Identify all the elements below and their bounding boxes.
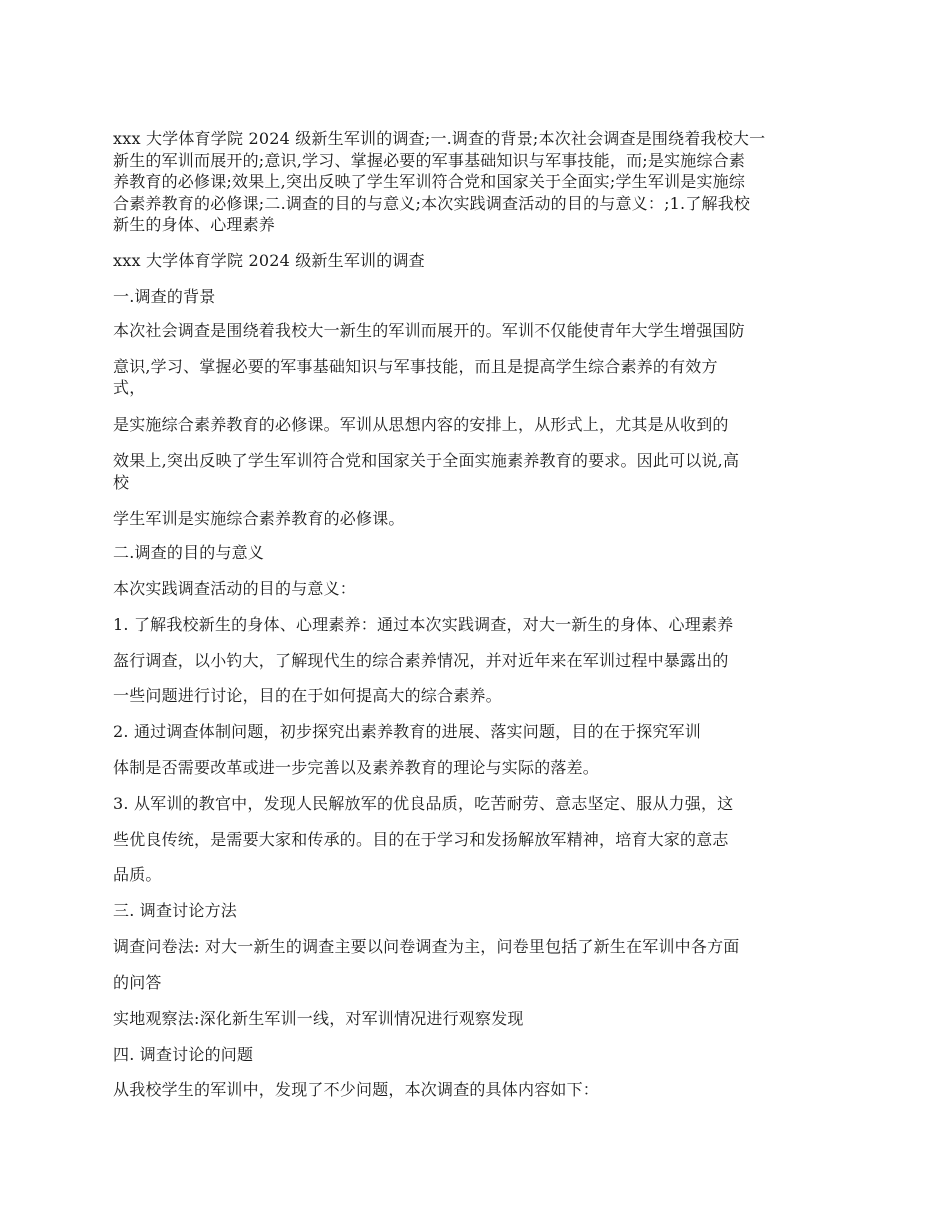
- text-line: 调查问卷法: 对大一新生的调查主要以问卷调查为主，问卷里包括了新生在军训中各方面: [113, 937, 740, 956]
- summary-line: 新生的身体、心理素养: [113, 215, 276, 234]
- section-heading: 一.调查的背景: [113, 287, 216, 306]
- text-line: 实地观察法:深化新生军训一线，对军训情况进行观察发现: [113, 1009, 524, 1028]
- summary-line: 新生的军训而展开的;意识,学习、掌握必要的军事基础知识与军事技能，而;是实施综合素: [113, 150, 746, 170]
- section-heading: 二.调查的目的与意义: [113, 543, 265, 562]
- text-line: 的问答: [113, 973, 162, 992]
- text-line: 式，: [113, 378, 146, 397]
- document-title: xxx 大学体育学院 2024 级新生军训的调查: [113, 251, 425, 270]
- summary-line: 合素养教育的必修课;二.调查的目的与意义;本次实践调查活动的目的与意义：;1.了解我校: [113, 193, 751, 213]
- text-line: 一些问题进行讨论，目的在于如何提高大的综合素养。: [113, 686, 502, 705]
- text-line: 体制是否需要改革或进一步完善以及素养教育的理论与实际的落差。: [113, 758, 600, 777]
- summary-line: xxx 大学体育学院 2024 级新生军训的调查;一.调查的背景;本次社会调查是围绕着我校大一: [113, 129, 766, 148]
- list-item: 2. 通过调查体制问题，初步探究出素养教育的进展、落实问题，目的在于探究军训: [113, 722, 701, 741]
- text-line: 校: [113, 473, 130, 492]
- text-line: 意识,学习、掌握必要的军事基础知识与军事技能，而且是提高学生综合素养的有效方: [113, 357, 718, 376]
- text-line: 是实施综合素养教育的必修课。军训从思想内容的安排上，从形式上，尤其是从收到的: [113, 415, 729, 434]
- text-line: 效果上,突出反映了学生军训符合党和国家关于全面实施素养教育的要求。因此可以说,高: [113, 451, 740, 470]
- text-line: 本次实践调查活动的目的与意义：: [113, 579, 357, 598]
- summary-line: 养教育的必修课;效果上,突出反映了学生军训符合党和国家关于全面实;学生军训是实施综: [113, 172, 746, 191]
- list-item: 3. 从军训的教官中，发现人民解放军的优良品质，吃苦耐劳、意志坚定、服从力强，这: [113, 794, 734, 813]
- text-line: 学生军训是实施综合素养教育的必修课。: [113, 509, 405, 528]
- text-line: 盔行调查，以小钓大，了解现代生的综合素养情况，并对近年来在军训过程中暴露出的: [113, 651, 729, 670]
- text-line: 本次社会调查是围绕着我校大一新生的军训而展开的。军训不仅能使青年大学生增强国防: [113, 321, 745, 340]
- text-line: 品质。: [113, 865, 162, 884]
- text-line: 些优良传统，是需要大家和传承的。目的在于学习和发扬解放军精神，培育大家的意志: [113, 830, 729, 849]
- summary-paragraph: [113, 128, 848, 236]
- section-heading: 三. 调查讨论方法: [113, 901, 237, 920]
- list-item: 1. 了解我校新生的身体、心理素养：通过本次实践调查，对大一新生的身体、心理素养: [113, 615, 734, 634]
- section-heading: 四. 调查讨论的问题: [113, 1045, 254, 1064]
- text-line: 从我校学生的军训中，发现了不少问题，本次调查的具体内容如下：: [113, 1080, 600, 1099]
